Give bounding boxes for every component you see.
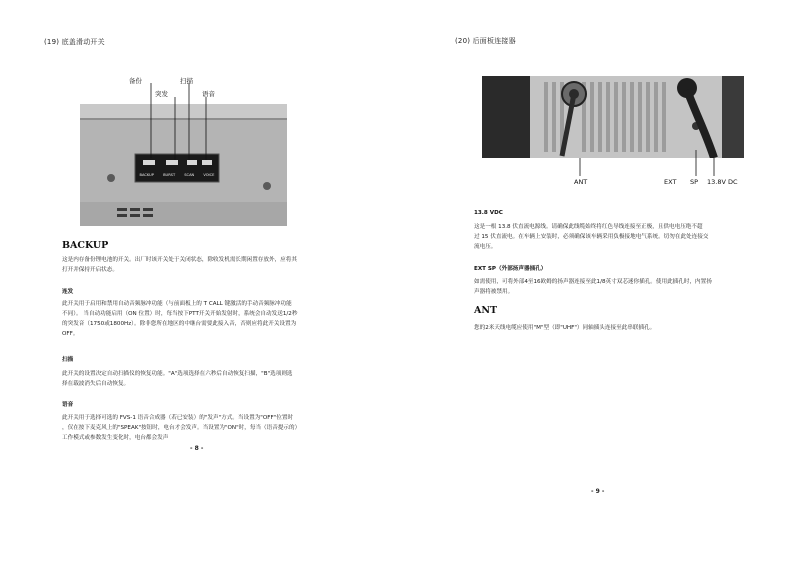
vdc-line: 流电压。	[474, 244, 497, 250]
photo-label-sp: SP	[690, 178, 699, 186]
scan-line: 择在载波消失后自动恢复。	[62, 381, 130, 387]
vdc-description	[474, 222, 774, 252]
right-page-number: - 9 -	[591, 488, 605, 495]
photo-label-13-8v-dc: 13.8V DC	[707, 178, 738, 186]
vdc-line: 这是一根 13.8 伏直流电源线。请确保此线缆始终将红色导线连接至正极，且供电电压绝不超	[474, 224, 703, 230]
photo-label-burst: 突发	[155, 90, 168, 98]
photo-label-ant: ANT	[574, 178, 588, 186]
backup-line: 这是内存备份锂电池的开关。出厂时该开关处于关闭状态，除收发机需长期闲置存放外，应将其	[62, 257, 297, 263]
burst-line: 的突发音（1750或1800Hz）。除非您所在地区的中继台需要此接入音，否则应将此开关设置为	[62, 321, 297, 327]
photo-label-scan: 扫描	[180, 77, 193, 85]
ext-sp-title: EXT SP（外部扬声器插孔）	[474, 266, 547, 272]
left-section-title: (19) 底盖滑动开关	[44, 38, 105, 46]
ext-sp-line: 声器将被禁用。	[474, 289, 514, 295]
voice-title: 语音	[62, 402, 74, 408]
ext-sp-description	[474, 277, 774, 297]
ant-heading: ANT	[474, 305, 498, 316]
right-section-title: (20) 后面板连接器	[455, 37, 516, 45]
ext-sp-line: 如需使用，可将外部4至16欧姆的扬声器连接至此1/8英寸双芯迷你插孔。使用此插孔时，内置扬	[474, 279, 712, 285]
photo-label-backup: 备份	[129, 77, 142, 85]
vdc-line: 过 15 伏直流电。在车辆上安装时，必须确保该车辆采用负极接地电气系统。切勿在此处连接交	[474, 234, 709, 240]
left-page-number: - 8 -	[190, 445, 204, 452]
panel-label-voice: VOICE	[203, 173, 215, 177]
burst-line: 不同）。 当自动功能启用（ON 位置）时，每当按下PTT开关开始发射时，系统会自动发送1/2秒	[62, 311, 298, 317]
burst-line: 此开关用于启用和禁用自动音频脉冲功能（与前面板上的 T CALL 键激活的手动音频脉冲功能	[62, 301, 292, 307]
panel-label-burst: BURST	[163, 173, 176, 177]
voice-line: 工作模式或参数发生变化时，电台都会发声	[62, 435, 169, 441]
backup-heading: BACKUP	[62, 240, 109, 251]
ant-description	[474, 323, 774, 333]
voice-line: 此开关用于选择可选的 FVS-1 语音合成器（若已安装）的"发声"方式。当设置为"OFF"位置时	[62, 415, 294, 421]
vdc-title: 13.8 VDC	[474, 210, 503, 216]
burst-title: 连发	[62, 289, 74, 295]
scan-title: 扫描	[62, 357, 74, 363]
burst-line: OFF。	[62, 331, 79, 337]
photo-label-voice: 语音	[202, 90, 215, 98]
photo-label-ext: EXT	[664, 178, 677, 186]
ant-line: 您的2米天线电缆应使用"M"型（即"UHF"）同轴插头连接至此串联插孔。	[474, 325, 656, 331]
voice-line: ，仅在按下麦克风上的"SPEAK"按钮时，电台才会发声。当设置为"ON"时，每当（语音提示的）	[62, 425, 301, 431]
panel-label-backup: BACKUP	[139, 173, 154, 177]
backup-line: 打开并保持开启状态。	[62, 267, 118, 273]
panel-label-scan: SCAN	[184, 173, 195, 177]
scan-line: 此开关的设置决定自动扫描仪的恢复功能。"A"选项选择在六秒后自动恢复扫描，"B"选项则选	[62, 371, 293, 377]
